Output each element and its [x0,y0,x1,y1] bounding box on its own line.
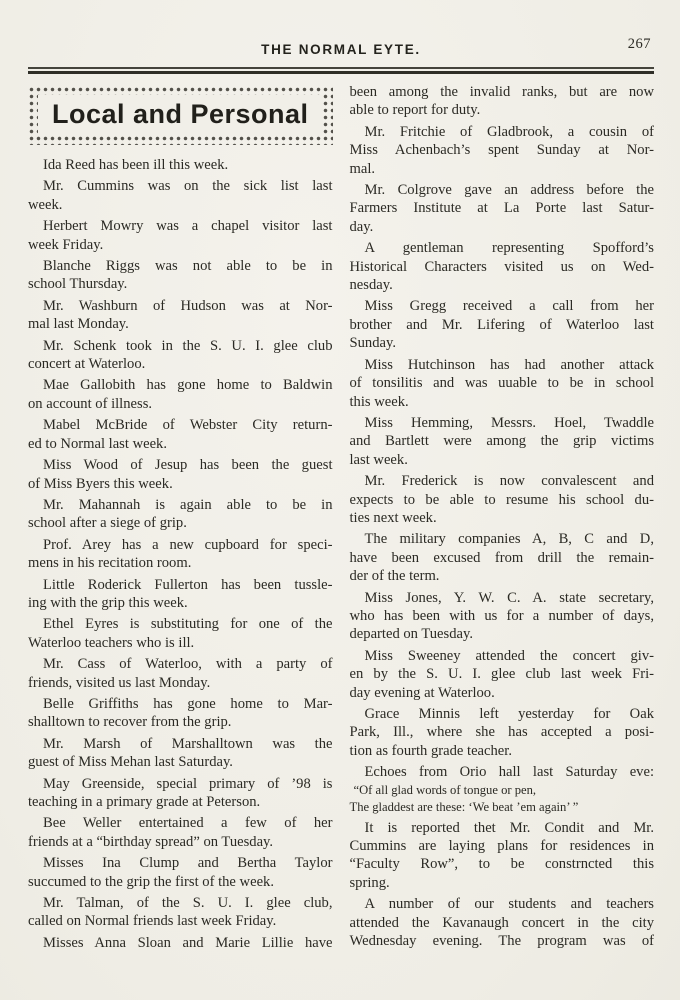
news-item [28,695,333,732]
news-item [28,297,333,334]
text-line: week Friday. [28,236,104,253]
news-item [350,819,655,893]
text-line: Ida Reed has been ill this week. [43,157,229,173]
text-line: Miss Achenbach’s spent Sunday at Nor- [349,142,654,159]
news-item [350,356,655,411]
text-line: Mr. Marsh of Marshalltown was the [43,735,333,752]
text-line: Bee Weller entertained a few of her [43,815,333,832]
text-line: Historical Characters visited us on Wed- [349,258,654,275]
news-item [28,536,333,573]
text-line: called on Normal friends last week Friday. [28,913,277,930]
left-column-items [28,156,333,952]
text-line: of Miss Byers this week. [28,475,173,492]
news-item [28,894,333,931]
text-line: Misses Ina Clump and Bertha Taylor [43,855,333,872]
section-header-inner [38,95,323,136]
text-line: Mr. Fritchie of Gladbrook, a cousin of [364,123,654,140]
header-rule [28,67,654,74]
news-item [350,123,655,178]
text-line: Miss Gregg received a call from her [364,298,654,315]
news-item [28,735,333,772]
text-line: teaching in a primary grade at Peterson. [28,794,261,810]
text-line: A gentleman representing Spofford’s [364,240,654,257]
text-line: Cummins are laying plans for residences in [349,838,654,855]
news-item [28,655,333,692]
text-line: Mr. Talman, of the S. U. I. glee club, [43,895,333,912]
news-item [350,472,655,527]
text-line: Mr. Washburn of Hudson was at Nor- [43,297,333,314]
text-line: mal last Monday. [28,316,129,333]
news-item [28,416,333,453]
text-line: Mr. Frederick is now convalescent and [364,473,654,490]
news-item [28,376,333,413]
text-line: Sunday. [349,335,396,352]
news-item [350,589,655,644]
text-line: Mr. Mahannah is again able to be in [43,496,333,513]
text-line: May Greenside, special primary of ’98 is [43,775,333,792]
text-line: Miss Hutchinson has had another attack [364,356,654,373]
text-line: en by the S. U. I. glee club last week Fri- [349,666,654,683]
publication-title: THE NORMAL EYTE. [261,42,421,57]
news-item [28,814,333,851]
text-line: shalltown to recover from the grip. [28,714,232,731]
text-line: expects to be able to resume his school du- [349,491,654,508]
text-line: of tonsilitis and was uuable to be in school [349,375,654,392]
news-item [28,257,333,294]
text-line: on account of illness. [28,395,153,412]
text-line: who has been with us for a number of days, [349,607,654,624]
text-line: friends at a “birthday spread” on Tuesday. [28,833,274,850]
news-item [350,895,655,950]
news-item [350,239,655,294]
text-line: Miss Jones, Y. W. C. A. state secretary, [364,589,654,606]
header-rule-thick-line [28,71,654,74]
news-item [350,297,655,352]
text-line: week. [28,196,63,213]
news-item [28,934,333,952]
news-item [28,456,333,493]
section-header-box [28,86,333,145]
text-line: ties next week. [349,509,437,526]
text-line: ed to Normal last week. [28,435,168,452]
text-line: spring. [349,874,390,891]
news-item [28,854,333,891]
text-line: concert at Waterloo. [28,356,146,373]
text-line: mens in his recitation room. [28,555,192,572]
news-item [350,530,655,585]
text-line: Misses Anna Sloan and Marie Lillie have [43,934,333,951]
text-line: school after a siege of grip. [28,515,187,532]
text-line: school Thursday. [28,276,128,293]
text-line: Echoes from Orio hall last Saturday eve: [364,764,654,781]
right-column [350,83,655,955]
news-item [28,775,333,812]
text-line: Prof. Arey has a new cupboard for speci- [43,536,333,553]
news-item [28,576,333,613]
text-line: Mr. Schenk took in the S. U. I. glee club [43,337,333,354]
text-line: day. [349,218,374,235]
news-item [28,337,333,374]
text-line: able to report for duty. [349,102,481,119]
text-line: mal. [349,160,376,177]
text-line: Miss Hemming, Messrs. Hoel, Twaddle [364,414,654,431]
text-line: guest of Miss Mehan last Saturday. [28,754,233,771]
text-line: tion as fourth grade teacher. [349,742,512,759]
text-line: brother and Mr. Lifering of Waterloo last [349,316,654,333]
news-item [28,615,333,652]
text-line: and Bartlett were among the grip victims [349,433,654,450]
text-line: Park, Ill., where she has accepted a posi- [349,724,654,741]
text-line: Mr. Cass of Waterloo, with a party of [43,656,333,673]
text-line: succumed to the grip the first of the week. [28,873,274,890]
news-item [350,181,655,236]
news-item [350,647,655,702]
text-line: Herbert Mowry was a chapel visitor last [43,218,333,235]
page-number: 267 [627,36,651,52]
text-line: have been excused from drill the remain- [349,549,654,566]
text-line: ing with the grip this week. [28,594,188,611]
text-line: attended the Kavanaugh concert in the city [349,914,654,931]
page-header [28,36,654,62]
news-item [28,156,333,174]
text-line: friends, visited us last Monday. [28,674,211,691]
text-line: Miss Wood of Jesup has been the guest [43,457,333,474]
news-item [350,763,655,815]
right-column-items [350,83,655,950]
section-title: Local and Personal [51,99,309,129]
text-line: Miss Sweeney attended the concert giv- [364,647,654,664]
text-line: Mae Gallobith has gone home to Baldwin [43,377,333,394]
text-line: Grace Minnis left yesterday for Oak [364,706,654,722]
news-item [350,414,655,469]
text-line: Waterloo teachers who is ill. [28,634,195,651]
text-line: Mabel McBride of Webster City return- [43,417,333,434]
text-line: The military companies A, B, C and D, [364,531,654,548]
text-line: “Faculty Row”, to be constrncted this [349,856,654,873]
text-line: Ethel Eyres is substituting for one of the [43,616,333,633]
text-line: Farmers Institute at La Porte last Satur- [349,200,654,217]
text-line: A number of our students and teachers [364,896,654,913]
text-line: Mr. Colgrove gave an address before the [364,182,654,199]
two-column-layout [28,83,654,955]
text-line: day evening at Waterloo. [349,684,495,701]
text-line: departed on Tuesday. [349,626,473,643]
quoted-verse-line: The gladdest are these: ‘We beat ’em again’ ” [349,799,579,814]
text-line: nesday. [349,277,393,294]
text-line: It is reported thet Mr. Condit and Mr. [364,819,654,836]
news-item [350,705,655,760]
quoted-verse-line: “Of all glad words of tongue or pen, [353,782,537,797]
text-line: been among the invalid ranks, but are now [349,84,654,100]
text-line: this week. [349,393,409,410]
text-line: Little Roderick Fullerton has been tussle- [43,576,333,593]
text-line: Wednesday evening. The program was of [349,933,654,950]
text-line: der of the term. [349,568,440,585]
text-line: Blanche Riggs was not able to be in [43,258,333,275]
news-item [28,217,333,254]
text-line: Belle Griffiths has gone home to Mar- [43,695,333,712]
news-item [350,83,655,120]
news-item [28,177,333,214]
text-line: Mr. Cummins was on the sick list last [43,178,333,195]
header-rule-thin-line [28,67,654,69]
news-item [28,496,333,533]
text-line: last week. [349,451,408,468]
left-column [28,83,333,955]
